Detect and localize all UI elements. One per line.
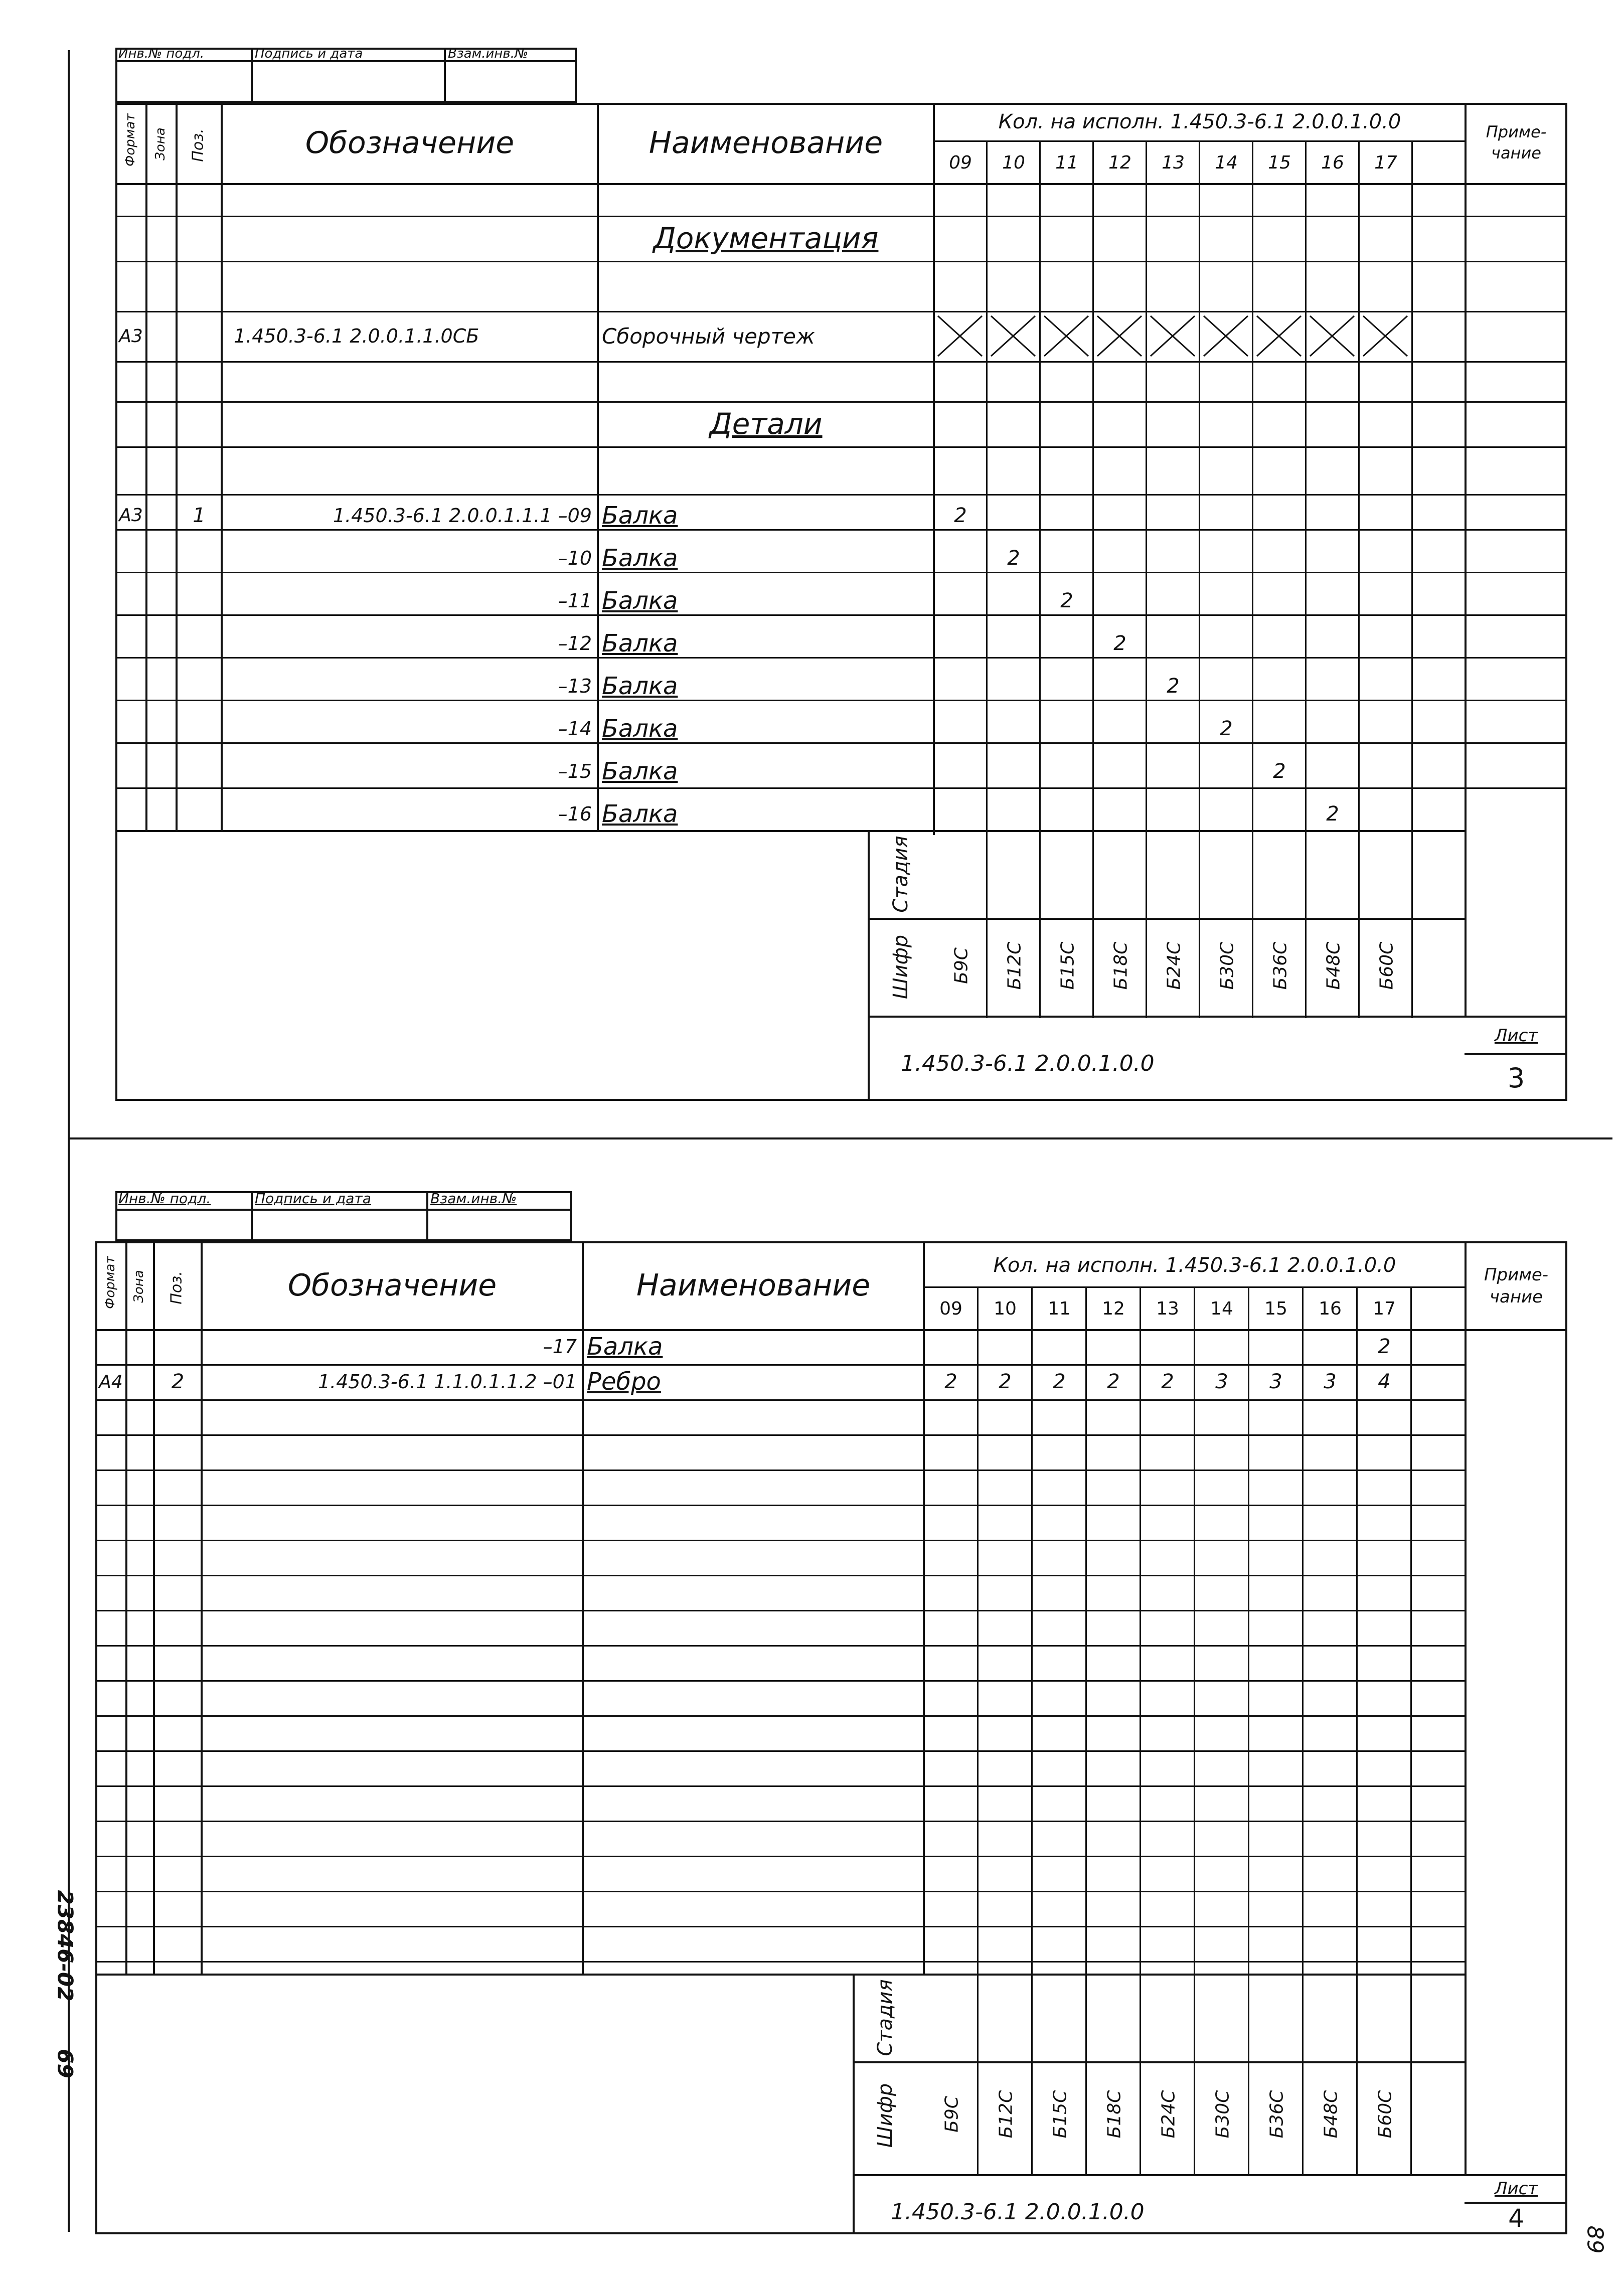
cipher-Б36С: Б36С — [1266, 2090, 1287, 2139]
row-designation: –17 — [543, 1336, 577, 1358]
sheet-number-2: 4 — [1508, 2204, 1524, 2233]
row-qty: 2 — [1273, 759, 1286, 783]
row-qty: 2 — [1007, 546, 1020, 570]
stage-label-2: Стадия — [874, 1979, 897, 2056]
row-designation: 1.450.3-6.1 2.0.0.1.1.1 –09 — [333, 504, 592, 527]
row-pos: 2 — [171, 1370, 185, 1393]
row-qty: 2 — [999, 1370, 1012, 1393]
cipher-Б36С: Б36С — [1270, 941, 1291, 990]
row-divider — [95, 1926, 1465, 1927]
exec-code-13: 13 — [1156, 1298, 1179, 1319]
row-designation: 1.450.3-6.1 1.1.0.1.1.2 –01 — [317, 1371, 577, 1393]
exec-code-17: 17 — [1374, 152, 1397, 173]
row-qty: 3 — [1269, 1370, 1282, 1393]
row-qty: 2 — [1060, 589, 1073, 612]
row-format: А3 — [119, 505, 143, 526]
row-qty: 3 — [1324, 1370, 1337, 1393]
col-qty-label: Кол. на исполн. 1.450.3-6.1 2.0.0.1.0.0 — [998, 110, 1401, 133]
row-divider — [95, 1750, 1465, 1752]
cipher-Б15С: Б15С — [1057, 941, 1078, 990]
qty-col-divider — [1085, 1286, 1087, 2174]
row-qty: 2 — [1161, 1370, 1174, 1393]
exec-code-14: 14 — [1215, 152, 1238, 173]
row-divider — [95, 1505, 1465, 1506]
doc-number: 1.450.3-6.1 2.0.0.1.0.0 — [901, 1050, 1155, 1076]
cipher-Б24С: Б24С — [1164, 941, 1185, 990]
col-designation-label-2: Обозначение — [287, 1267, 497, 1303]
qty-col-divider — [977, 1286, 979, 2174]
row-qty: 2 — [944, 1370, 957, 1393]
qty-col-divider — [1356, 1286, 1358, 2174]
exec-code-16: 16 — [1321, 152, 1344, 173]
sheet-number: 3 — [1507, 1062, 1525, 1094]
col-zone-label: Зона — [153, 127, 168, 160]
row-pos: 1 — [193, 504, 206, 527]
cipher-Б24С: Б24С — [1158, 2090, 1179, 2139]
row-qty: 4 — [1378, 1370, 1391, 1393]
cipher-Б18С: Б18С — [1104, 2090, 1125, 2139]
exec-code-12: 12 — [1108, 152, 1131, 173]
col-format-label-2: Формат — [103, 1256, 118, 1309]
exec-code-16: 16 — [1319, 1298, 1342, 1319]
qty-col-divider — [1410, 1286, 1412, 2174]
cipher-Б12С: Б12С — [996, 2090, 1017, 2139]
exec-code-10: 10 — [994, 1298, 1017, 1319]
row-qty: 2 — [1378, 1335, 1391, 1358]
qty-col-divider — [1248, 1286, 1249, 2174]
col-pos-label-2: Поз. — [168, 1271, 186, 1304]
col-name-label: Наименование — [648, 125, 883, 160]
cipher-Б60С: Б60С — [1376, 941, 1397, 990]
stamp-inv: Инв.№ подл. — [118, 46, 205, 61]
row-qty: 2 — [1053, 1370, 1066, 1393]
row-divider — [95, 1575, 1465, 1576]
col-note-label-2: Приме-чание — [1484, 1264, 1549, 1307]
section-docs-title: Документация — [653, 221, 879, 255]
row-name: Ребро — [587, 1368, 661, 1396]
row-divider — [95, 1891, 1465, 1892]
row-qty: 2 — [954, 504, 967, 527]
stamp-inv-2: Инв.№ подл. — [118, 1190, 211, 1207]
row-divider — [95, 1856, 1465, 1857]
row-designation: –12 — [558, 632, 592, 655]
row-divider — [95, 1610, 1465, 1611]
row-name: Балка — [602, 714, 678, 743]
row-divider — [95, 1645, 1465, 1647]
sheet-label: Лист — [1494, 1026, 1538, 1046]
exec-code-15: 15 — [1264, 1298, 1287, 1319]
col-designation-label: Обозначение — [305, 125, 515, 160]
exec-code-11: 11 — [1048, 1298, 1071, 1319]
doc-name: Сборочный чертеж — [602, 323, 815, 349]
row-name: Балка — [602, 757, 678, 785]
row-divider — [95, 1961, 1465, 1963]
cipher-Б18С: Б18С — [1110, 941, 1131, 990]
cipher-Б12С: Б12С — [1004, 941, 1025, 990]
row-name: Балка — [602, 672, 678, 700]
qty-col-divider — [1140, 1286, 1141, 2174]
col-format-label: Формат — [123, 113, 138, 167]
exec-code-12: 12 — [1102, 1298, 1125, 1319]
cipher-Б60С: Б60С — [1375, 2090, 1396, 2139]
sheet-label-2: Лист — [1494, 2179, 1538, 2199]
row-format: А4 — [99, 1371, 123, 1392]
cipher-Б48С: Б48С — [1321, 2090, 1342, 2139]
doc-format: А3 — [119, 325, 143, 347]
col-note-label: Приме-чание — [1486, 122, 1547, 162]
cipher-label: Шифр — [889, 934, 912, 1000]
row-divider — [95, 1680, 1465, 1682]
qty-col-divider — [1194, 1286, 1195, 2174]
row-divider — [95, 1469, 1465, 1471]
row-qty: 3 — [1215, 1370, 1228, 1393]
exec-code-15: 15 — [1268, 152, 1291, 173]
row-divider — [95, 1785, 1465, 1787]
stamp-sign-2: Подпись и дата — [255, 1190, 371, 1207]
stamp-replace: Взам.инв.№ — [448, 46, 528, 61]
qty-col-divider — [1302, 1286, 1304, 2174]
row-divider — [95, 1821, 1465, 1822]
exec-code-13: 13 — [1162, 152, 1185, 173]
cipher-Б9С: Б9С — [941, 2096, 962, 2133]
qty-col-divider — [1031, 1286, 1033, 2174]
exec-code-09: 09 — [949, 152, 972, 173]
row-name: Балка — [602, 586, 678, 615]
row-qty: 2 — [1220, 717, 1233, 740]
cipher-Б30С: Б30С — [1212, 2090, 1233, 2139]
row-qty: 2 — [1167, 674, 1180, 698]
exec-code-11: 11 — [1055, 152, 1078, 173]
row-qty: 2 — [1326, 802, 1339, 826]
stamp-sign: Подпись и дата — [255, 46, 363, 61]
cipher-Б48С: Б48С — [1323, 941, 1344, 990]
exec-code-17: 17 — [1373, 1298, 1396, 1319]
row-name: Балка — [602, 629, 678, 658]
row-designation: –16 — [558, 802, 592, 825]
row-name: Балка — [602, 544, 678, 572]
row-designation: –11 — [558, 589, 592, 612]
row-divider — [95, 1399, 1465, 1401]
cipher-label-2: Шифр — [874, 2083, 897, 2148]
row-divider — [95, 1715, 1465, 1717]
row-divider — [95, 1540, 1465, 1541]
cipher-Б30С: Б30С — [1217, 941, 1238, 990]
row-designation: –10 — [558, 547, 592, 569]
row-qty: 2 — [1107, 1370, 1120, 1393]
stamp-replace-2: Взам.инв.№ — [430, 1190, 517, 1207]
exec-code-10: 10 — [1002, 152, 1025, 173]
exec-code-09: 09 — [939, 1298, 962, 1319]
col-qty-label-2: Кол. на исполн. 1.450.3-6.1 2.0.0.1.0.0 — [993, 1253, 1396, 1277]
row-designation: –13 — [558, 675, 592, 697]
stage-label: Стадия — [889, 836, 912, 913]
row-name: Балка — [587, 1333, 663, 1361]
row-name: Балка — [602, 501, 678, 530]
exec-code-14: 14 — [1210, 1298, 1233, 1319]
cipher-Б15С: Б15С — [1050, 2090, 1071, 2139]
margin-page-number: 69 — [53, 2049, 78, 2078]
col-name-label-2: Наименование — [636, 1267, 871, 1303]
col-pos-label: Поз. — [189, 128, 207, 162]
row-divider — [95, 1434, 1465, 1436]
row-qty: 2 — [1113, 631, 1126, 655]
row-designation: –15 — [558, 760, 592, 782]
doc-designation: 1.450.3-6.1 2.0.0.1.1.0СБ — [234, 325, 479, 347]
row-name: Балка — [602, 799, 678, 828]
archive-number: 23846-02 — [53, 1890, 78, 2002]
cipher-Б9С: Б9С — [951, 947, 972, 984]
doc-number-2: 1.450.3-6.1 2.0.0.1.0.0 — [891, 2199, 1145, 2225]
corner-page-number: 89 — [1582, 2225, 1608, 2254]
row-designation: –14 — [558, 717, 592, 740]
section-parts-title: Детали — [709, 407, 823, 441]
col-zone-label-2: Зона — [131, 1270, 146, 1303]
